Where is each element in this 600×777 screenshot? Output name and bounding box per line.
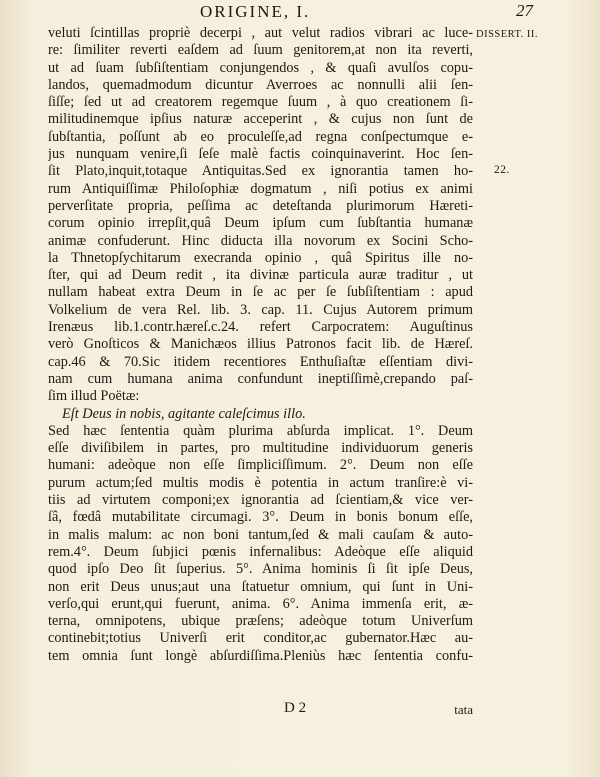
running-head: ORIGINE, I. [200,2,311,21]
text-line: nullam habeat extra Deum in ſe ac per ſe ſubſiſtentiam : apud [48,284,473,301]
text-line: ſubſtantia, poſſunt ab eo proculeſſe,ad regna conſpectumque e- [48,128,473,145]
text-line: tem omnia ſunt longè abſurdiſſima.Pleniùs hæc ſententia confu- [48,647,473,664]
text-line: perverſitate propria, peſſima ac deteſtanda plurimorum Hæreti- [48,197,473,214]
text-line: Irenæus lib.1.contr.hæreſ.c.24. refert Carpocratem: Auguſtinus [48,319,473,336]
text-line: jus nunquam venire,ſi ſeſe malè factis coinquinaverint. Hoc ſen- [48,146,473,163]
text-line: ſiſſe; ſed ut ad creatorem regemque ſuum , à quo creationem ſi- [48,94,473,111]
catchword: tata [454,702,473,717]
text-line: corum opinio irrepſit,quâ Deum ipſum cum ſubſtantia humanæ [48,215,473,232]
text-line: militudinemque ipſius naturæ acceperint , & cujus non ſunt de [48,111,473,128]
page-footer [48,700,473,720]
text-line: humani: adeòque non eſſe ſimpliciſſimum. 2°. Deum non eſſe [48,457,473,474]
text-line: re: ſimiliter reverti eaſdem ad ſuum genitorem,at non ita reverti, [48,42,473,59]
page-number: 27 [516,1,533,20]
text-line: non erit Deus unus;aut una ſtatuetur omnium, qui ſunt in Uni- [48,578,473,595]
text-line: ſter, qui ad Deum redit , ita divinæ particula auræ traditur , ut [48,267,473,284]
text-line: ſit Plato,inquit,totaque Antiquitas.Sed ex ignorantia tamen ho- [48,163,473,180]
text-line: continebit;totius Univerſi erit conditor,ac gubernator.Hæc au- [48,630,473,647]
text-line: nam cum humana anima confundunt ineptiſſimè,crepando paſ- [48,370,473,387]
poetry-quote: Eſt Deus in nobis, agitante caleſcimus illo. [62,405,306,422]
text-line: ſim illud Poëtæ: [48,388,140,405]
text-line: ut ad ſuam ſubſiſtentiam conjungendos , & quaſi avulſos copu- [48,59,473,76]
text-line: quod ipſo Deo ſit ſuperius. 5°. Anima hominis ſi ſit ipſe Deus, [48,561,473,578]
text-line: veluti ſcintillas propriè decerpi , aut velut radios vibrari ac luce- [48,25,473,41]
text-line: Volkelium de vera Rel. lib. 3. cap. 11. Cujus Autorem primum [48,301,473,318]
text-line: verſo,qui erunt,qui fuerunt, anima. 6°. Anima immenſa erit, æ- [48,595,473,612]
text-line: animæ confuderunt. Hinc diducta illa novorum ex Socini Scho- [48,232,473,249]
margin-note-dissert: DISSERT. II. [476,29,539,40]
margin-note-number: 22. [494,164,510,176]
text-line: terna, omnipotens, ubique præſens; adeòque totum Univerſum [48,613,473,630]
body-text [48,25,473,665]
signature-mark: D 2 [284,700,307,716]
text-line: verò Gnoſticos & Manichæos illius Patronos facit lib. de Hæreſ. [48,336,473,353]
text-line: cap.46 & 70.Sic itidem recentiores Enthuſiaſtæ eſſentiam divi- [48,353,473,370]
text-line: purum actum;ſed multis modis è potentia in actum tranſire:è vi- [48,474,473,491]
page-header [0,2,600,22]
text-line: eſſe diviſibilem in partes, pro multitudine individuorum generis [48,440,473,457]
text-line: ſâ, fœdâ mutabilitate circumagi. 3°. Deum in bonis bonum eſſe, [48,509,473,526]
text-line: rum Antiquiſſimæ Philoſophiæ dogmatum , niſi potius ex animi [48,180,473,197]
text-line: tiis ad virtutem componi;ex ignorantia ad ſcientiam,& vice ver- [48,492,473,509]
text-line: landos, quemadmodum dicuntur Averroes ac nonnulli alii ſen- [48,76,473,93]
text-line: la Thnetopſychitarum execranda opinio , quâ Spiritus ille no- [48,249,473,266]
text-line: rem.4°. Deum ſubjici pœnis infernalibus: Adeòque eſſe aliquid [48,543,473,560]
text-line: Sed hæc ſententia quàm plurima abſurda implicat. 1°. Deum [48,422,473,439]
text-line: in malis malum: ac non boni tantum,ſed & mali cauſam & auto- [48,526,473,543]
